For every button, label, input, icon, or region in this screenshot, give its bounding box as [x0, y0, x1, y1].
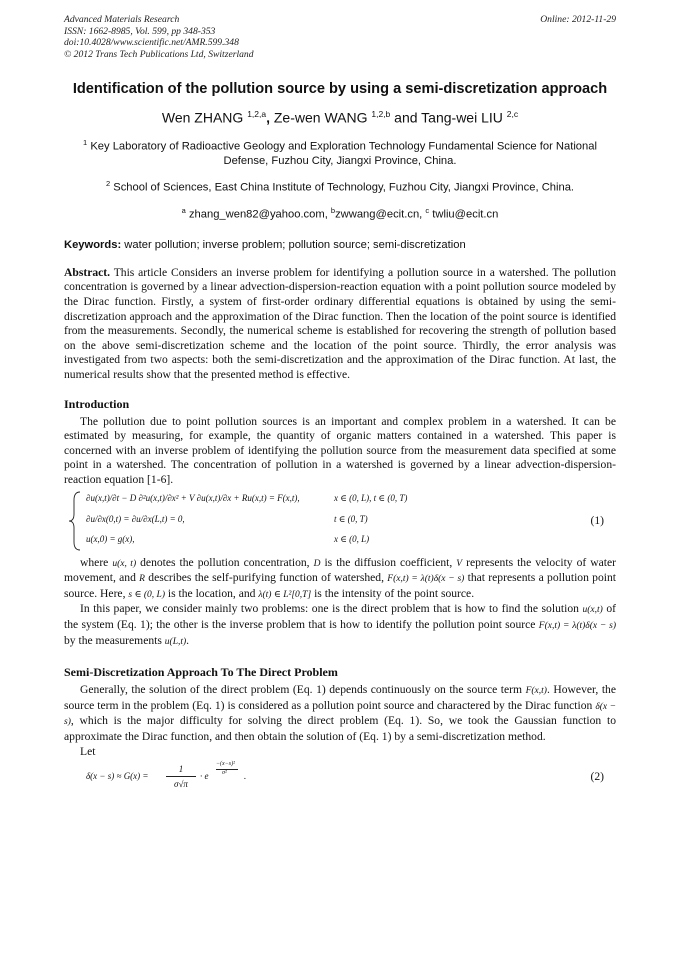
- text-run: In this paper, we consider mainly two problems: one is the direct problem that is how to find the solution: [80, 602, 583, 616]
- doi-line: doi:10.4028/www.scientific.net/AMR.599.348: [64, 37, 239, 49]
- text-run: that represents a pollution point source. Here,: [64, 571, 617, 600]
- equation-1-row-1: ∂u(x,t)/∂t − D ∂²u(x,t)/∂x² + V ∂u(x,t)/∂x + Ru(x,t) = F(x,t),: [86, 492, 300, 503]
- affil-text: Key Laboratory of Radioactive Geology and Exploration Technology Fundamental Science for National Defense, Fuzhou City, Jiangxi Province, China.: [90, 140, 597, 168]
- email-marker: b: [330, 206, 336, 216]
- online-date: Online: 2012-11-29: [540, 14, 616, 25]
- section-heading-semi-discretization: Semi-Discretization Approach To The Direct Problem: [64, 665, 338, 680]
- equation-2-number: (2): [590, 770, 604, 784]
- author-3: Tang-wei LIU: [421, 109, 507, 126]
- equation-1: [64, 490, 616, 552]
- affil-marker: 1: [83, 137, 88, 147]
- text-run: . However, the source term in the problem (Eq. 1) is considered as a pollution point source and charactered by the Dirac function: [64, 683, 616, 712]
- issn-line: ISSN: 1662-8985, Vol. 599, pp 348-353: [64, 25, 216, 37]
- affiliation-1: [64, 135, 616, 170]
- author-separator: and: [390, 109, 422, 126]
- equation-2-exp-den: σ²: [222, 770, 227, 777]
- keywords-text: water pollution; inverse problem; pollution source; semi-discretization: [121, 238, 466, 251]
- math-inline: u(L,t): [164, 636, 187, 647]
- email-marker: a: [181, 206, 186, 216]
- copyright-line: © 2012 Trans Tech Publications Ltd, Switzerland: [64, 48, 254, 60]
- email-marker: c: [425, 206, 430, 216]
- math-inline: V: [456, 558, 463, 569]
- equation-1-row-2: ∂u/∂x(0,t) = ∂u/∂x(L,t) = 0,: [86, 513, 185, 524]
- email-link[interactable]: zwwang@ecit.cn,: [335, 208, 426, 221]
- math-inline: λ(t) ∈ L²[0,T]: [258, 589, 312, 600]
- email-link[interactable]: twliu@ecit.cn: [432, 208, 499, 221]
- text-run: of the system (Eq. 1); the other is the inverse problem that is how to identify the pollution point source: [64, 602, 616, 631]
- equation-1-number: (1): [590, 513, 604, 527]
- fraction-bar: [216, 769, 238, 770]
- affil-text: School of Sciences, East China Institute of Technology, Fuzhou City, Jiangxi Province, China.: [113, 182, 575, 195]
- text-run: , which is the major difficulty for solving the direct problem (Eq. 1). So, we took the Gaussian function to approximate the Dirac function, and then obtain the solution of (Eq. 1) by a semi-discretization method.: [64, 714, 616, 743]
- journal-name: Advanced Materials Research: [64, 14, 180, 25]
- equation-1-row-3-domain: x ∈ (0, L): [334, 533, 370, 544]
- equation-2-exp-num: −(x−s)²: [216, 761, 235, 768]
- equation-2-numerator: 1: [178, 764, 184, 775]
- math-inline: F(x,t) = λ(t)δ(x − s): [387, 574, 465, 585]
- journal-header: [64, 14, 616, 66]
- email-line: [64, 203, 616, 223]
- text-run: is the intensity of the point source.: [311, 586, 475, 600]
- email-link[interactable]: zhang_wen82@yahoo.com,: [188, 208, 331, 221]
- affil-marker: 2: [105, 179, 111, 189]
- equation-2-lhs: δ(x − s) ≈ G(x) =: [86, 771, 149, 782]
- intro-where-paragraph: [64, 556, 616, 603]
- author-list: [64, 109, 616, 126]
- text-run: Generally, the solution of the direct problem (Eq. 1) depends continuously on the source term: [80, 683, 526, 697]
- equation-2-tail: .: [244, 771, 247, 782]
- section-heading-introduction: Introduction: [64, 396, 130, 411]
- author-2: Ze-wen WANG: [273, 109, 372, 126]
- equation-2-denominator: σ√π: [174, 779, 188, 790]
- equation-1-row-3: u(x,0) = g(x),: [86, 533, 135, 544]
- equation-2-exp-base: · e: [200, 771, 209, 782]
- author-1: Wen ZHANG: [161, 109, 248, 126]
- intro-paragraph: The pollution due to point pollution sources is an important and complex problem in a watershed. It can be estimated by measuring, for example, the quantity of organic matters contained in a watershed. This paper is concerned with an inverse problem of identifying the pollution source from the measurement data specified at some point in a watershed. The concentration of pollution in a watershed is governed by a linear advection-dispersion-reaction equation [1-6].: [64, 414, 616, 486]
- text-run: is the location, and: [164, 586, 259, 600]
- math-inline: F(x,t) = λ(t)δ(x − s): [538, 620, 616, 631]
- math-inline: u(x,t): [582, 605, 603, 616]
- text-run: represents the velocity of water movement, and: [64, 555, 616, 585]
- text-run: where: [80, 555, 113, 569]
- keywords: [64, 239, 616, 251]
- math-inline: F(x,t): [525, 686, 547, 697]
- math-inline: R: [139, 574, 145, 585]
- affiliation-2: [64, 176, 616, 196]
- paper-title: Identification of the pollution source by using a semi-discretization approach: [72, 81, 608, 97]
- equation-2: [64, 761, 616, 797]
- intro-problems-paragraph: [64, 602, 616, 649]
- paper-page: [64, 14, 616, 797]
- text-run: denotes the pollution concentration,: [136, 555, 314, 569]
- author-separator: ,: [266, 109, 274, 126]
- math-inline: δ(x − s): [64, 701, 616, 728]
- abstract: [64, 266, 616, 383]
- semi-paragraph: [64, 683, 616, 744]
- text-run: describes the self-purifying function of watershed,: [144, 571, 388, 585]
- author-2-affil: 1,2,b: [371, 109, 391, 119]
- math-inline: u(x, t): [112, 558, 137, 569]
- text-run: is the diffusion coefficient,: [320, 555, 457, 569]
- text-run: by the measurements: [64, 633, 165, 647]
- text-run: .: [186, 633, 190, 647]
- author-3-affil: 2,c: [506, 109, 519, 119]
- math-inline: s ∈ (0, L): [128, 589, 165, 600]
- equation-1-row-2-domain: t ∈ (0, T): [334, 513, 368, 524]
- equation-1-row-1-domain: x ∈ (0, L), t ∈ (0, T): [334, 492, 408, 503]
- abstract-label: Abstract.: [64, 265, 111, 279]
- fraction-bar: [166, 776, 196, 777]
- keywords-label: Keywords:: [64, 238, 122, 251]
- abstract-text: This article Considers an inverse problem for identifying a pollution source in a watershed. The pollution concentration is governed by a linear advection-dispersion-reaction equation with a point pollution source modeled by the Dirac function. Firstly, a system of first-order ordinary differential equations is obtained by using the semi-discretization approach and the approximation of the Dirac function. Then the location of the point source is identified from the measurements. Secondly, the numerical scheme is established for recovering the strength of pollution based on the above semi-discretization scheme and the location of the point source. Thirdly, the error analysis was investigated from two aspects: both the semi-discretization and the approximation of the Dirac function. At last, the numerical results show that the presented method is effective.: [64, 265, 616, 382]
- let-line: Let: [80, 744, 96, 758]
- author-1-affil: 1,2,a: [247, 109, 267, 119]
- math-inline: D: [313, 558, 321, 569]
